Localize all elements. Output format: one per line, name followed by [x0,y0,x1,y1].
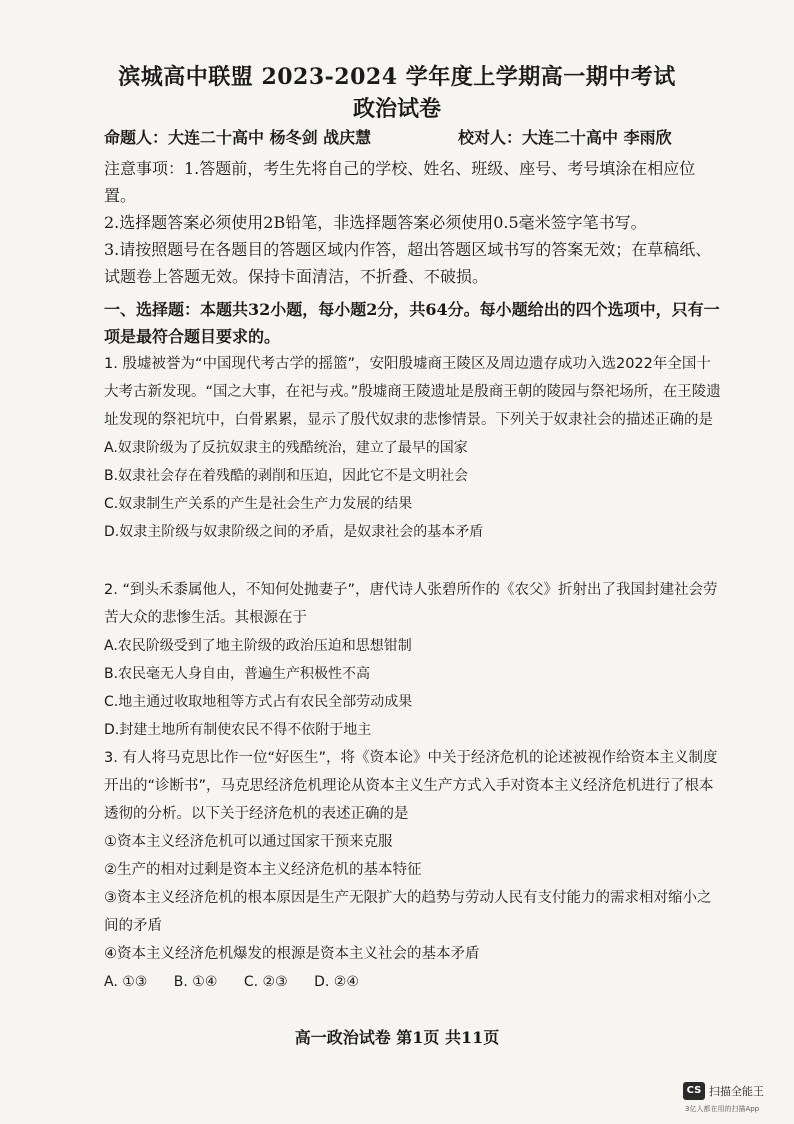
statement-2: ②生产的相对过剩是资本主义经济危机的基本特征 [104,862,422,878]
question-3 [104,744,722,996]
question-2 [104,576,722,744]
section-heading: 一、选择题：本题共32小题，每小题2分，共64分。每小题给出的四个选项中，只有一项是最符合题目要求的。 [104,300,720,346]
question-stem: 1. 殷墟被誉为“中国现代考古学的摇篮”，安阳殷墟商王陵区及周边遗存成功入选2022年全国十大考古新发现。“国之大事，在祀与戎。”殷墟商王陵遗址是殷商王朝的陵园与祭祀场所，在王陵遗址发现的祭祀坑中，白骨累累，显示了殷代奴隶的悲惨情景。下列关于奴隶社会的描述正确的是 [104,356,721,428]
option-d: D.奴隶主阶级与奴隶阶级之间的矛盾，是奴隶社会的基本矛盾 [104,524,484,540]
scanner-watermark [683,1082,783,1116]
note-1: 注意事项：1.答题前，考生先将自己的学校、姓名、班级、座号、考号填涂在相应位置。 [104,159,696,205]
question-stem: 3. 有人将马克思比作一位“好医生”，将《资本论》中关于经济危机的论述被视作给资本主义制度开出的“诊断书”，马克思经济危机理论从资本主义生产方式入手对资本主义经济危机进行了根本透彻的分析。以下关于经济危机的表述正确的是 [104,750,718,822]
option-b: B.农民毫无人身自由，普遍生产积极性不高 [104,666,371,682]
author-line [104,125,734,148]
statement-1: ①资本主义经济危机可以通过国家干预来克服 [104,834,393,850]
scanner-name: 扫描全能王 [709,1085,764,1098]
answer-b: B. ①④ [173,974,218,990]
answer-a: A. ①③ [104,974,148,990]
authors-text: 命题人：大连二十高中 杨冬剑 战庆慧 [104,128,372,147]
checker-text: 校对人：大连二十高中 李雨欣 [458,128,672,147]
answer-d: D. ②④ [314,974,359,990]
option-a: A.农民阶级受到了地主阶级的政治压迫和思想钳制 [104,638,412,654]
option-a: A.奴隶阶级为了反抗奴隶主的残酷统治，建立了最早的国家 [104,440,468,456]
option-c: C.地主通过收取地租等方式占有农民全部劳动成果 [104,694,413,710]
exam-title: 滨城高中联盟 2023-2024 学年度上学期高一期中考试 [118,64,676,90]
option-d: D.封建土地所有制使农民不得不依附于地主 [104,722,372,738]
notes-block [104,155,722,290]
scanner-tagline: 3亿人都在用的扫描App [685,1105,760,1113]
question-1 [104,350,722,546]
note-3: 3.请按照题号在各题目的答题区域内作答，超出答题区域书写的答案无效；在草稿纸、试题卷上答题无效。保持卡面清洁，不折叠、不破损。 [104,240,712,286]
answer-c: C. ②③ [243,974,288,990]
answer-choices [104,968,722,996]
question-stem: 2. “到头禾黍属他人，不知何处抛妻子”，唐代诗人张碧所作的《农父》折射出了我国封建社会劳苦大众的悲惨生活。其根源在于 [104,582,718,626]
note-2: 2.选择题答案必须使用2B铅笔，非选择题答案必须使用0.5毫米签字笔书写。 [104,213,647,232]
camscanner-logo-icon: CS [683,1082,705,1100]
option-b: B.奴隶社会存在着残酷的剥削和压迫，因此它不是文明社会 [104,468,469,484]
option-c: C.奴隶制生产关系的产生是社会生产力发展的结果 [104,496,413,512]
statement-4: ④资本主义经济危机爆发的根源是资本主义社会的基本矛盾 [104,946,480,962]
exam-subtitle: 政治试卷 [352,96,441,122]
statement-3: ③资本主义经济危机的根本原因是生产无限扩大的趋势与劳动人民有支付能力的需求相对缩小之间的矛盾 [104,890,712,934]
page-footer: 高一政治试卷 第1页 共11页 [294,1028,500,1047]
